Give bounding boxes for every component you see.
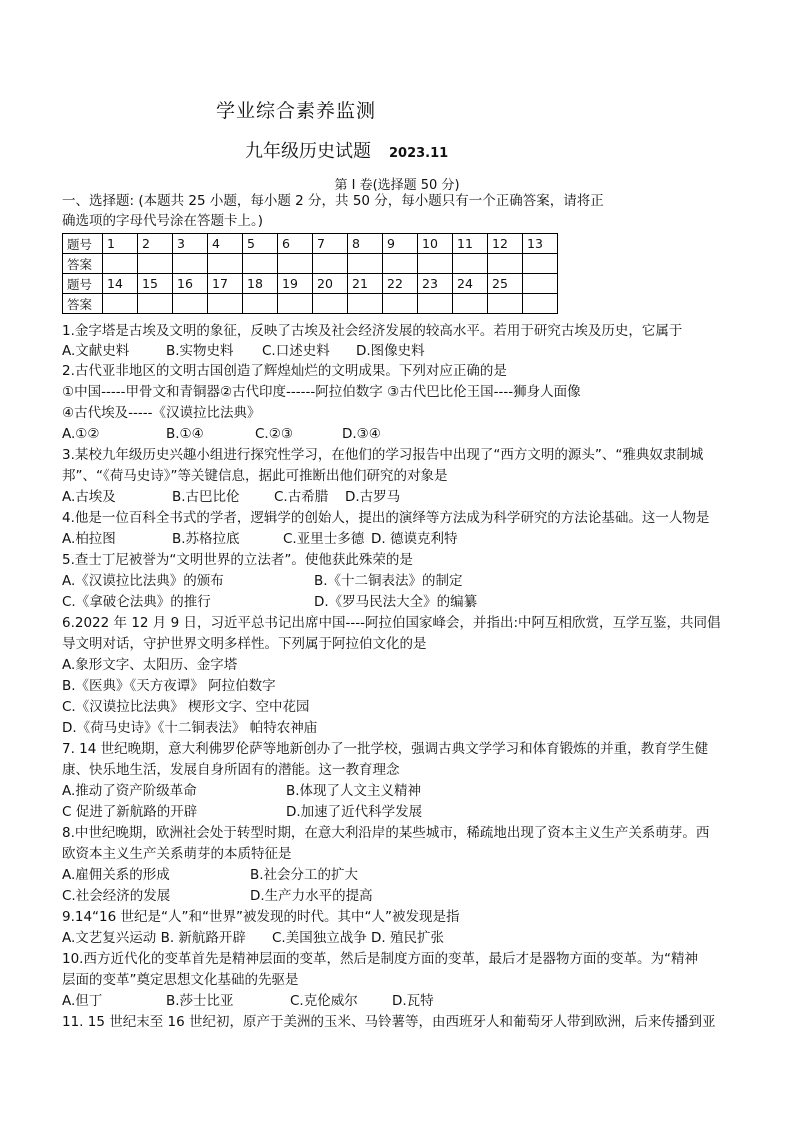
option-a[interactable]: A.雇佣关系的形成 <box>62 867 170 883</box>
option-c[interactable]: C.②③ <box>255 426 293 442</box>
option-d[interactable]: D.图像史料 <box>356 343 425 359</box>
option-d[interactable]: D.加速了近代科学发展 <box>286 804 423 820</box>
exam-title: 学业综合素养监测 <box>216 100 377 122</box>
question-stem: 3.某校九年级历史兴趣小组进行探究性学习，在他们的学习报告中出现了“西方文明的源头”、“雅典奴隶制城 <box>62 447 704 463</box>
answer-cell[interactable] <box>418 254 453 274</box>
instruction-line: 一、选择题: (本题共 25 小题，每小题 2 分，共 50 分，每小题只有一个正确答案，请将正 <box>62 193 604 209</box>
answer-cell[interactable] <box>138 294 173 314</box>
answer-cell[interactable] <box>243 254 278 274</box>
question-number-cell: 5 <box>243 234 278 254</box>
option-d[interactable]: D.生产力水平的提高 <box>250 888 373 904</box>
answer-cell[interactable] <box>103 294 138 314</box>
question-number-cell: 11 <box>453 234 488 254</box>
question-number-cell: 23 <box>418 274 453 294</box>
option-a[interactable]: A.古埃及 <box>62 489 116 505</box>
option-cd[interactable]: C.美国独立战争 D. 殖民扩张 <box>272 930 444 946</box>
answer-cell[interactable] <box>348 254 383 274</box>
answer-cell[interactable] <box>383 254 418 274</box>
option-d[interactable]: D. 德谟克利特 <box>371 531 458 547</box>
question-stem: 2.古代亚非地区的文明古国创造了辉煌灿烂的文明成果。下列对应正确的是 <box>62 363 507 379</box>
option-a[interactable]: A.象形文字、太阳历、金字塔 <box>62 657 238 673</box>
question-stem: 9.14“16 世纪是“人”和“世界”被发现的时代。其中“人”被发现是指 <box>62 909 460 925</box>
answer-cell[interactable] <box>208 294 243 314</box>
table-row <box>63 294 558 314</box>
answer-cell[interactable] <box>173 294 208 314</box>
answer-cell[interactable] <box>453 294 488 314</box>
question-number-cell: 12 <box>488 234 523 254</box>
option-a[interactable]: A.柏拉图 <box>62 531 116 547</box>
option-b[interactable]: B.莎士比亚 <box>166 993 234 1009</box>
table-row <box>63 254 558 274</box>
option-c[interactable]: C.口述史料 <box>262 343 330 359</box>
question-stem: 1.金字塔是古埃及文明的象征，反映了古埃及社会经济发展的较高水平。若用于研究古埃及历史，它属于 <box>62 323 683 339</box>
table-row <box>63 234 558 254</box>
row-label: 答案 <box>63 254 103 274</box>
option-b[interactable]: B.古巴比伦 <box>172 489 240 505</box>
answer-cell[interactable] <box>278 254 313 274</box>
question-stem: 4.他是一位百科全书式的学者，逻辑学的创始人，提出的演绎等方法成为科学研究的方法论基础。这一人物是 <box>62 510 710 526</box>
answer-cell[interactable] <box>313 254 348 274</box>
exam-subtitle <box>245 137 448 163</box>
row-label: 题号 <box>63 234 103 254</box>
option-c[interactable]: C.克伦威尔 <box>290 993 358 1009</box>
option-a[interactable]: A.《汉谟拉比法典》的颁布 <box>62 573 224 589</box>
question-line: ①中国-----甲骨文和青铜器②古代印度------阿拉伯数字 ③古代巴比伦王国----狮身人面像 <box>62 384 581 400</box>
question-line: 康、快乐地生活，发展自身所固有的潜能。这一教育理念 <box>62 762 400 778</box>
question-number-cell: 16 <box>173 274 208 294</box>
question-number-cell: 19 <box>278 274 313 294</box>
option-d[interactable]: D.瓦特 <box>392 993 434 1009</box>
question-number-cell: 22 <box>383 274 418 294</box>
question-line: 邦”、“《荷马史诗》”等关键信息，据此可推断出他们研究的对象是 <box>62 468 448 484</box>
answer-cell[interactable] <box>208 254 243 274</box>
option-c[interactable]: C.社会经济的发展 <box>62 888 171 904</box>
option-ab[interactable]: A.文艺复兴运动 B. 新航路开辟 <box>62 930 246 946</box>
option-b[interactable]: B.实物史料 <box>166 343 234 359</box>
answer-cell[interactable] <box>173 254 208 274</box>
option-c[interactable]: C.《汉谟拉比法典》 楔形文字、空中花园 <box>62 699 310 715</box>
table-row <box>63 274 558 294</box>
answer-cell[interactable] <box>488 294 523 314</box>
option-b[interactable]: B.体现了人文主义精神 <box>286 783 422 799</box>
question-number-cell: 10 <box>418 234 453 254</box>
answer-cell[interactable] <box>313 294 348 314</box>
question-stem: 11. 15 世纪末至 16 世纪初，原产于美洲的玉米、马铃薯等，由西班牙人和葡萄牙人带到欧洲，后来传播到亚 <box>62 1014 716 1030</box>
question-number-cell: 14 <box>103 274 138 294</box>
question-number-cell: 1 <box>103 234 138 254</box>
question-line: 欧资本主义生产关系萌芽的本质特征是 <box>62 846 292 862</box>
answer-cell[interactable] <box>383 294 418 314</box>
option-b[interactable]: B.苏格拉底 <box>172 531 240 547</box>
answer-cell[interactable] <box>488 254 523 274</box>
question-line: ④古代埃及-----《汉谟拉比法典》 <box>62 405 261 421</box>
question-stem: 6.2022 年 12 月 9 日，习近平总书记出席中国----阿拉伯国家峰会，并指出:中阿互相欣赏，互学互鉴，共同倡 <box>62 615 721 631</box>
question-number-cell: 17 <box>208 274 243 294</box>
question-number-cell: 3 <box>173 234 208 254</box>
answer-cell[interactable] <box>453 254 488 274</box>
question-number-cell: 9 <box>383 234 418 254</box>
option-d[interactable]: D.③④ <box>342 426 381 442</box>
option-b[interactable]: B.《十二铜表法》的制定 <box>314 573 463 589</box>
answer-table <box>62 233 558 314</box>
option-b[interactable]: B.①④ <box>166 426 204 442</box>
section-heading: 第 I 卷(选择题 50 分) <box>334 178 460 193</box>
question-number-cell: 24 <box>453 274 488 294</box>
question-number-cell: 20 <box>313 274 348 294</box>
subject-title: 九年级历史试题 <box>245 141 371 162</box>
option-d[interactable]: D.古罗马 <box>345 489 401 505</box>
option-a[interactable]: A.推动了资产阶级革命 <box>62 783 197 799</box>
question-stem: 10.西方近代化的变革首先是精神层面的变革，然后是制度方面的变革，最后才是器物方面的变革。为“精神 <box>62 951 698 967</box>
answer-cell[interactable] <box>523 254 558 274</box>
question-number-cell <box>523 274 558 294</box>
option-c[interactable]: C.《拿破仑法典》的推行 <box>62 594 211 610</box>
option-c[interactable]: C 促进了新航路的开辟 <box>62 804 198 820</box>
question-stem: 7. 14 世纪晚期，意大利佛罗伦萨等地新创办了一批学校，强调古典文学学习和体育锻炼的并重，教育学生健 <box>62 741 709 757</box>
answer-cell[interactable] <box>278 294 313 314</box>
instruction-line: 确选项的字母代号涂在答题卡上。) <box>62 213 264 229</box>
row-label: 答案 <box>63 294 103 314</box>
option-a[interactable]: A.文献史料 <box>62 343 130 359</box>
row-label: 题号 <box>63 274 103 294</box>
option-d[interactable]: D.《荷马史诗》《十二铜表法》 帕特农神庙 <box>62 720 318 736</box>
question-number-cell: 13 <box>523 234 558 254</box>
answer-cell[interactable] <box>348 294 383 314</box>
question-number-cell: 7 <box>313 234 348 254</box>
option-d[interactable]: D.《罗马民法大全》的编纂 <box>314 594 478 610</box>
question-number-cell: 6 <box>278 234 313 254</box>
question-number-cell: 15 <box>138 274 173 294</box>
exam-date: 2023.11 <box>389 146 449 161</box>
question-number-cell: 18 <box>243 274 278 294</box>
question-line: 层面的变革”奠定思想文化基础的先驱是 <box>62 972 299 988</box>
question-number-cell: 8 <box>348 234 383 254</box>
answer-cell[interactable] <box>418 294 453 314</box>
option-c[interactable]: C.亚里士多德 <box>283 531 365 547</box>
option-b[interactable]: B.社会分工的扩大 <box>250 867 359 883</box>
question-line: 导文明对话，守护世界文明多样性。下列属于阿拉伯文化的是 <box>62 636 427 652</box>
answer-cell[interactable] <box>523 294 558 314</box>
question-number-cell: 21 <box>348 274 383 294</box>
answer-cell[interactable] <box>103 254 138 274</box>
option-a[interactable]: A.但丁 <box>62 993 103 1009</box>
answer-cell[interactable] <box>243 294 278 314</box>
question-number-cell: 2 <box>138 234 173 254</box>
option-b[interactable]: B.《医典》《天方夜谭》 阿拉伯数字 <box>62 678 276 694</box>
question-stem: 5.查士丁尼被誉为“文明世界的立法者”。使他获此殊荣的是 <box>62 552 413 568</box>
option-a[interactable]: A.①② <box>62 426 100 442</box>
question-number-cell: 4 <box>208 234 243 254</box>
option-c[interactable]: C.古希腊 <box>274 489 329 505</box>
question-stem: 8.中世纪晚期，欧洲社会处于转型时期，在意大利沿岸的某些城市，稀疏地出现了资本主义生产关系萌芽。西 <box>62 825 710 841</box>
answer-cell[interactable] <box>138 254 173 274</box>
question-number-cell: 25 <box>488 274 523 294</box>
